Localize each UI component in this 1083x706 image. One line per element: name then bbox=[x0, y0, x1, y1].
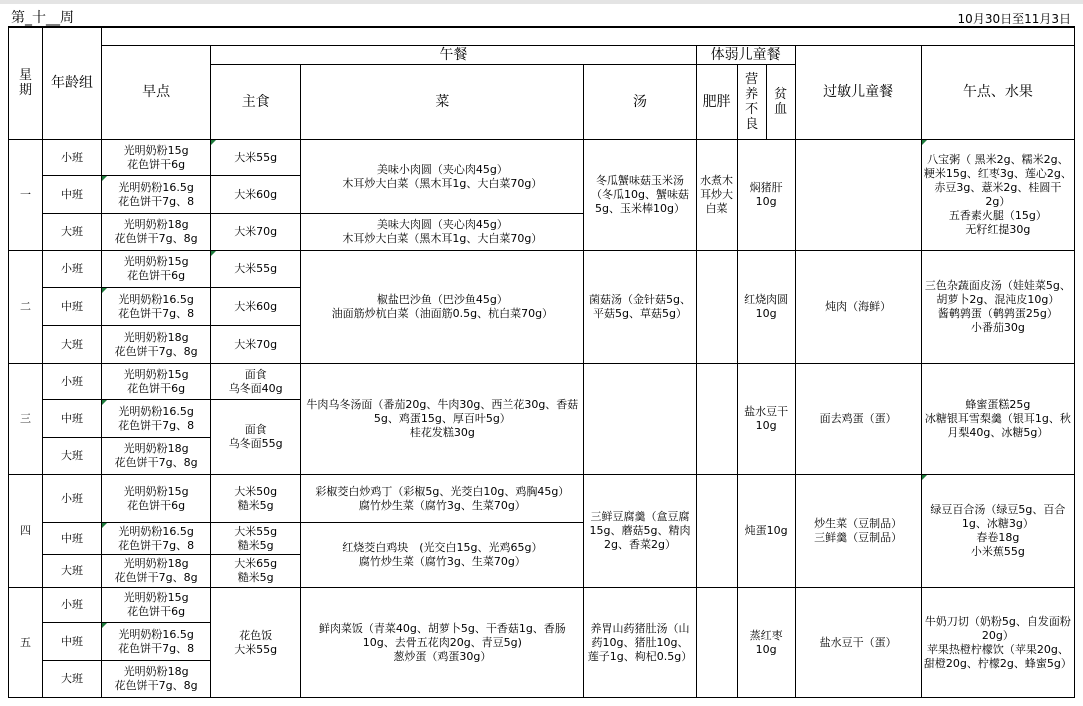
age-group-cell: 大班 bbox=[43, 214, 102, 251]
table-row bbox=[9, 475, 1075, 523]
staple-cell: 大米65g 糙米5g bbox=[211, 555, 301, 588]
table-row bbox=[9, 588, 1075, 623]
age-group-cell: 小班 bbox=[43, 251, 102, 288]
breakfast-cell: 光明奶粉16.5g 花色饼干7g、8 bbox=[102, 176, 211, 214]
allergy-cell bbox=[795, 140, 921, 251]
staple-cell: 大米60g bbox=[211, 288, 301, 326]
header-row-blank bbox=[9, 28, 1075, 46]
breakfast-cell: 光明奶粉18g 花色饼干7g、8g bbox=[102, 555, 211, 588]
age-group-cell: 中班 bbox=[43, 400, 102, 438]
breakfast-cell: 光明奶粉15g 花色饼干6g bbox=[102, 364, 211, 400]
breakfast-cell: 光明奶粉16.5g 花色饼干7g、8 bbox=[102, 523, 211, 555]
breakfast-cell: 光明奶粉15g 花色饼干6g bbox=[102, 475, 211, 523]
soup-cell: 养胃山药猪肚汤（山药10g、猪肚10g、莲子1g、枸杞0.5g） bbox=[584, 588, 696, 698]
soup-cell: 菌菇汤（金针菇5g、平菇5g、草菇5g） bbox=[584, 251, 696, 364]
weekday-cell: 一 bbox=[9, 140, 43, 251]
staple-cell: 大米60g bbox=[211, 176, 301, 214]
dishes-cell: 彩椒茭白炒鸡丁（彩椒5g、光茭白10g、鸡胸45g） 腐竹炒生菜（腐竹3g、生菜70g） bbox=[301, 475, 584, 523]
dishes-cell: 美味大肉圆（夹心肉45g） 木耳炒大白菜（黑木耳1g、大白菜70g） bbox=[301, 214, 584, 251]
dishes-cell: 椒盐巴沙鱼（巴沙鱼45g） 油面筋炒杭白菜（油面筋0.5g、杭白菜70g） bbox=[301, 251, 584, 364]
age-group-cell: 中班 bbox=[43, 288, 102, 326]
weekday-cell: 三 bbox=[9, 364, 43, 475]
anemia-cell: 红烧肉圆 10g bbox=[737, 251, 795, 364]
age-group-cell: 小班 bbox=[43, 140, 102, 176]
col-anemia: 贫血 bbox=[766, 65, 795, 140]
snack-cell: 三色杂蔬面皮汤（娃娃菜5g、胡萝卜2g、混沌皮10g） 酱鹌鹑蛋（鹌鹑蛋25g） 小番茄30g bbox=[921, 251, 1074, 364]
staple-cell: 花色饭 大米55g bbox=[211, 588, 301, 698]
breakfast-cell: 光明奶粉18g 花色饼干7g、8g bbox=[102, 326, 211, 364]
breakfast-cell: 光明奶粉18g 花色饼干7g、8g bbox=[102, 661, 211, 698]
week-title: 第_十__周 bbox=[11, 10, 74, 26]
breakfast-cell: 光明奶粉15g 花色饼干6g bbox=[102, 588, 211, 623]
anemia-cell: 盐水豆干 10g bbox=[737, 364, 795, 475]
obese-cell bbox=[696, 251, 737, 364]
header-row-groups bbox=[9, 46, 1075, 65]
soup-cell: 三鲜豆腐羹（盒豆腐15g、蘑菇5g、精肉2g、香菜2g） bbox=[584, 475, 696, 588]
age-group-cell: 小班 bbox=[43, 588, 102, 623]
breakfast-cell: 光明奶粉16.5g 花色饼干7g、8 bbox=[102, 623, 211, 661]
staple-cell: 大米55g bbox=[211, 251, 301, 288]
age-group-cell: 中班 bbox=[43, 176, 102, 214]
age-group-cell: 中班 bbox=[43, 523, 102, 555]
obese-cell bbox=[696, 475, 737, 588]
col-allergy: 过敏儿童餐 bbox=[795, 46, 921, 140]
col-soup: 汤 bbox=[584, 65, 696, 140]
breakfast-cell: 光明奶粉18g 花色饼干7g、8g bbox=[102, 214, 211, 251]
anemia-cell: 炖蛋10g bbox=[737, 475, 795, 588]
breakfast-cell: 光明奶粉15g 花色饼干6g bbox=[102, 251, 211, 288]
dishes-cell: 美味小肉圆（夹心肉45g） 木耳炒大白菜（黑木耳1g、大白菜70g） bbox=[301, 140, 584, 214]
col-breakfast: 早点 bbox=[102, 46, 211, 140]
soup-cell: 冬瓜蟹味菇玉米汤（冬瓜10g、蟹味菇5g、玉米棒10g） bbox=[584, 140, 696, 251]
breakfast-cell: 光明奶粉15g 花色饼干6g bbox=[102, 140, 211, 176]
col-weekday: 星期 bbox=[9, 28, 43, 140]
obese-cell bbox=[696, 588, 737, 698]
staple-cell: 大米50g 糙米5g bbox=[211, 475, 301, 523]
allergy-cell: 面去鸡蛋（蛋） bbox=[795, 364, 921, 475]
dishes-cell: 鲜肉菜饭（青菜40g、胡萝卜5g、干香菇1g、香肠10g、去骨五花肉20g、青豆5g) 葱炒蛋（鸡蛋30g） bbox=[301, 588, 584, 698]
col-dishes: 菜 bbox=[301, 65, 584, 140]
header-blank bbox=[102, 28, 1075, 46]
staple-cell: 大米55g 糙米5g bbox=[211, 523, 301, 555]
weekday-cell: 五 bbox=[9, 588, 43, 698]
col-snack: 午点、水果 bbox=[921, 46, 1074, 140]
col-lunch: 午餐 bbox=[211, 46, 696, 65]
snack-cell: 牛奶刀切（奶粉5g、自发面粉20g） 苹果热橙柠檬饮（苹果20g、甜橙20g、柠檬2g、蜂蜜5g） bbox=[921, 588, 1074, 698]
table-row bbox=[9, 251, 1075, 288]
dishes-cell: 牛肉乌冬汤面（番茄20g、牛肉30g、西兰花30g、香菇5g、鸡蛋15g、厚百叶5g） 桂花发糕30g bbox=[301, 364, 584, 475]
table-row bbox=[9, 364, 1075, 400]
anemia-cell: 蒸红枣 10g bbox=[737, 588, 795, 698]
table-row bbox=[9, 140, 1075, 176]
staple-cell: 大米70g bbox=[211, 326, 301, 364]
staple-cell: 大米55g bbox=[211, 140, 301, 176]
obese-cell bbox=[696, 364, 737, 475]
weekday-cell: 四 bbox=[9, 475, 43, 588]
col-age-group: 年龄组 bbox=[43, 28, 102, 140]
allergy-cell: 炖肉（海鲜） bbox=[795, 251, 921, 364]
col-weak-meal: 体弱儿童餐 bbox=[696, 46, 795, 65]
breakfast-cell: 光明奶粉18g 花色饼干7g、8g bbox=[102, 438, 211, 475]
age-group-cell: 中班 bbox=[43, 623, 102, 661]
breakfast-cell: 光明奶粉16.5g 花色饼干7g、8 bbox=[102, 400, 211, 438]
weekly-menu-table bbox=[8, 27, 1075, 698]
anemia-cell: 焖猪肝 10g bbox=[737, 140, 795, 251]
age-group-cell: 大班 bbox=[43, 661, 102, 698]
staple-cell: 面食 乌冬面55g bbox=[211, 400, 301, 475]
col-malnourished: 营养不良 bbox=[737, 65, 766, 140]
age-group-cell: 小班 bbox=[43, 475, 102, 523]
snack-cell: 绿豆百合汤（绿豆5g、百合1g、冰糖3g） 春卷18g 小米蕉55g bbox=[921, 475, 1074, 588]
allergy-cell: 炒生菜（豆制品） 三鲜羹（豆制品） bbox=[795, 475, 921, 588]
staple-cell: 大米70g bbox=[211, 214, 301, 251]
col-obese: 肥胖 bbox=[696, 65, 737, 140]
col-staple: 主食 bbox=[211, 65, 301, 140]
snack-cell: 八宝粥（ 黑米2g、糯米2g、粳米15g、红枣3g、莲心2g、赤豆3g、薏米2g、桂圆干2g） 五香素火腿（15g） 无籽红提30g bbox=[921, 140, 1074, 251]
date-range: 10月30日至11月3日 bbox=[957, 12, 1071, 26]
staple-cell: 面食 乌冬面40g bbox=[211, 364, 301, 400]
dishes-cell: 红烧茭白鸡块 (光交白15g、光鸡65g） 腐竹炒生菜（腐竹3g、生菜70g） bbox=[301, 523, 584, 588]
age-group-cell: 大班 bbox=[43, 438, 102, 475]
breakfast-cell: 光明奶粉16.5g 花色饼干7g、8 bbox=[102, 288, 211, 326]
age-group-cell: 大班 bbox=[43, 555, 102, 588]
age-group-cell: 小班 bbox=[43, 364, 102, 400]
allergy-cell: 盐水豆干（蛋） bbox=[795, 588, 921, 698]
soup-cell bbox=[584, 364, 696, 475]
weekday-cell: 二 bbox=[9, 251, 43, 364]
obese-cell: 水煮木耳炒大白菜 bbox=[696, 140, 737, 251]
snack-cell: 蜂蜜蛋糕25g 冰糖银耳雪梨羹（银耳1g、秋月梨40g、冰糖5g） bbox=[921, 364, 1074, 475]
age-group-cell: 大班 bbox=[43, 326, 102, 364]
spreadsheet-top-band bbox=[0, 0, 1083, 4]
